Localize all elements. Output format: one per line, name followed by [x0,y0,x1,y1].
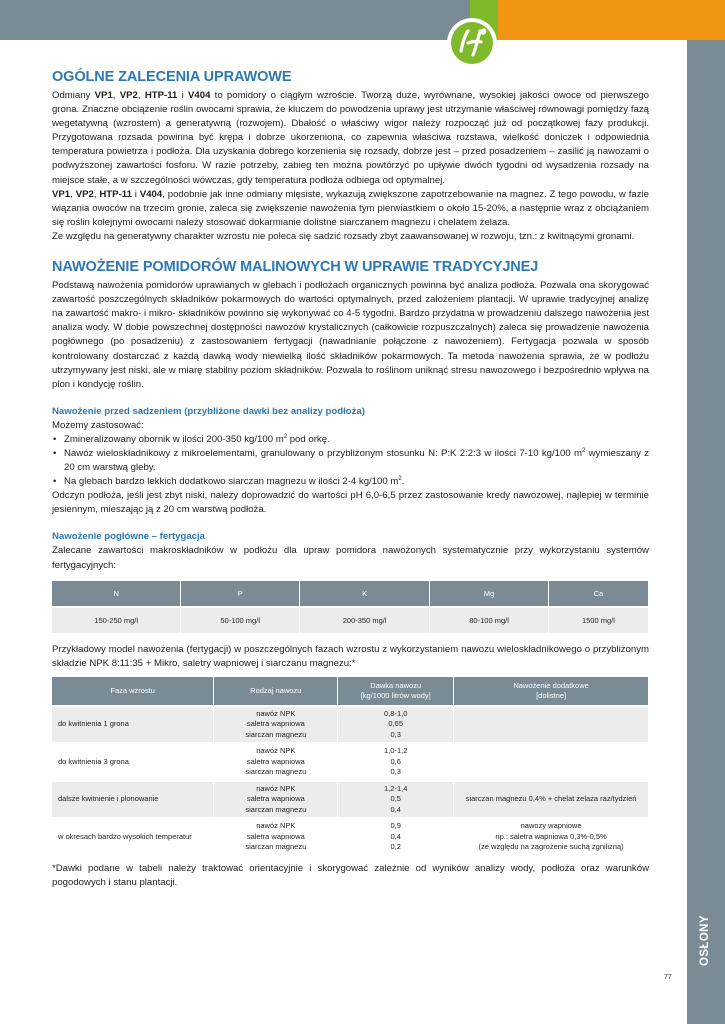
table-cell: 0,9 0,4 0,2 [338,818,454,855]
table-header-cell: N [52,581,181,607]
pre-planting-list [52,433,649,489]
table-header-cell: Mg [430,581,549,607]
side-section-label: OSŁONY [699,915,711,966]
table-cell: nawóz NPK saletra wapniowa siarczan magnezu [214,743,338,781]
table-cell: do kwitnienia 1 grona [52,706,214,744]
table-cell: siarczan magnezu 0,4% + chelat żelaza raz/tydzień [454,781,649,819]
paragraph-magnesium: VP1, VP2, HTP-11 i V404, podobnie jak inne odmiany mięsiste, wykazują zwiększone zapotrzebowanie na magnez. Z tego powodu, w fazie wiązania owoców na trzecim gronie, zaleca się zwiększenie nawożenia tym pierwiastkiem o około 15-20%, a następnie wraz z obciążaniem się roślin kolejnymi owocami należy stosować dokarmianie dolistne siarczanem magnezu i chelatem żelaza. [52,188,649,228]
section-title-fertilization: NAWOŻENIE POMIDORÓW MALINOWYCH W UPRAWIE TRADYCYJNEJ [52,259,539,276]
paragraph-seedlings: Ze względu na generatywny charakter wzrostu nie poleca się sadzić rozsady zbyt zaawansowanej w rozwoju, tzn.: z kwitnącymi gronami. [52,230,635,242]
header-bar-gray [0,0,470,40]
table-cell: 0,8-1,0 0,65 0,3 [338,706,454,744]
table-header-cell: K [300,581,430,607]
table-cell [454,743,649,781]
table-row [52,706,649,744]
table-header-cell: Ca [548,581,648,607]
section-title-general: OGÓLNE ZALECENIA UPRAWOWE [52,69,292,85]
table-cell: 50-100 mg/l [181,607,300,633]
table-cell: nawóz NPK saletra wapniowa siarczan magnezu [214,818,338,855]
table-cell: nawóz NPK saletra wapniowa siarczan magnezu [214,706,338,744]
table-header-cell: P [181,581,300,607]
company-leaf-logo-icon [446,17,498,69]
page-number: 77 [664,974,672,981]
side-label-wrap [687,910,725,970]
table-cell: nawóz NPK saletra wapniowa siarczan magnezu [214,781,338,819]
fertigation-table [52,677,649,855]
subheading-pre-planting: Nawożenie przed sadzeniem (przybliżone dawki bez analizy podłoża) [52,405,365,417]
table-cell: 1500 mg/l [548,607,648,633]
table-header-cell: Dawka nawozu [kg/1000 litrów wody] [338,677,454,706]
list-item: • Na glebach bardzo lekkich dodatkowo siarczan magnezu w ilości 2-4 kg/100 $m^2$. [64,475,649,489]
table-row [52,818,649,855]
paragraph-intro: Odmiany VP1, VP2, HTP-11 i V404 to pomidory o ciągłym wzroście. Tworzą duże, wyrównane, wysokiej jakości owoce od pierwszego grona. Znaczne obciążenie roślin owocami sprawia, że kluczem do powodzenia uprawy jest utrzymanie właściwej równowagi pomiędzy fazą wegetatywną (wzrostem) a generatywną (rozwojem). Dbałość o właściwy wigor należy rozpocząć już od początkowej fazy produkcji. Przygotowana rozsada powinna być krępa i dobrze ukorzeniona, co zapewnia właściwa rozstawa, wielkość doniczek i odpowiednia temperatura powietrza i podłoża. Dla uzyskania dobrego korzenienia się rozsady, dobrze jest – przed posadzeniem – zasilić ją nawozami o podwyższonej zawartości fosforu. W razie potrzeby, zabieg ten można powtórzyć po upływie dwóch tygodni od wysadzenia rozsady na miejsce stałe, a w szczególności wówczas, gdy temperatura podłoża odbiega od optymalnej. [52,90,649,186]
table-cell: w okresach bardzo wysokich temperatur [52,818,214,855]
table-header-cell: Nawożenie dodatkowe [dolistne] [454,677,649,706]
paragraph-fertilization: Podstawą nawożenia pomidorów uprawianych w glebach i podłożach organicznych powinna być analiza podłoża. Pozwala ona skorygować zawartość poszczególnych składników pokarmowych do wartości optymalnych, przed założeniem plantacji. W uprawie tradycyjnej analizę na zawartość makro- i mikro- składników powinno się wykonywać co 4-5 tygodni. Bardzo przydatna w prowadzeniu dalszego nawożenia jest analiza wody. W dobie powszechnej dostępności nawozów krystalicznych (całkowicie rozpuszczalnych) zaleca się prowadzenie nawożenia pogłównego (po posadzeniu) z zastosowaniem fertygacji (nawadnianie połączone z nawożeniem). Fertygacja pozwala w sposób kontrolowany dostarczać z każdą dawką wody niewielką ilość składników pokarmowych. Ta metoda nawożenia sprawia, że w podłożu utrzymywany jest niski, ale w miarę stabilny poziom składników. Pozwala to roślinom uniknąć stresu nawozowego i bezpośrednio wpływa na plon i kondycję roślin. [52,280,649,390]
table-cell: 1,2-1,4 0,5 0,4 [338,781,454,819]
subheading-fertigation: Nawożenie pogłówne – fertygacja [52,531,206,543]
table-cell: 1,0-1,2 0,6 0,3 [338,743,454,781]
table-row [52,781,649,819]
table-row [52,743,649,781]
pre-planting-intro: Możemy zastosować: [52,419,144,431]
table-cell: do kwitnienia 3 grona [52,743,214,781]
header-bar-orange [498,0,725,40]
paragraph-fertigation-model: Przykładowy model nawożenia (fertygacji) w poszczególnych fazach wzrostu z wykorzystaniem nawozu wieloskładnikowego o przybliżonym składzie NPK 8:11:35 + Mikro, saletry wapniowej i siarczanu magnezu:* [52,643,649,669]
table-header-cell: Faza wzrostu [52,677,214,706]
macronutrient-table [52,581,649,633]
paragraph-ph: Odczyn podłoża, jeśli jest zbyt niski, należy doprowadzić do wartości pH 6,0-6,5 przez zastosowanie kredy nawozowej, najlepiej w terminie jesiennym, mieszając ją z 20 cm warstwą podłoża. [52,490,649,516]
paragraph-fertigation: Zalecane zawartości makroskładników w podłożu dla upraw pomidora nawożonych systematycznie przy wykorzystaniu systemów fertygacyjnych: [52,545,649,571]
table-cell [454,706,649,744]
list-item: • Zmineralizowany obornik w ilości 200-350 kg/100 $m^2$ pod orkę. [64,433,649,447]
table-header-cell: Rodzaj nawozu [214,677,338,706]
table-cell: dalsze kwitnienie i plonowanie [52,781,214,819]
list-item: • Nawóz wieloskładnikowy z mikroelementami, granulowany o przybliżonym stosunku N: P:K 2:2:3 w ilości 7-10 kg/100 $m^2$ wymieszany z 20 cm warstwą gleby. [64,447,649,475]
footnote: *Dawki podane w tabeli należy traktować orientacyjnie i skorygować zależnie od wyników analizy wody, podłoża oraz warunków pogodowych i stanu plantacji. [52,862,649,888]
main-content [52,68,649,890]
table-cell: nawozy wapniowe np.: saletra wapniowa 0,3%-0,5% (ze względu na zagrożenie suchą zgnilizną) [454,818,649,855]
table-cell: 150-250 mg/l [52,607,181,633]
table-cell: 200-350 mg/l [300,607,430,633]
table-cell: 80-100 mg/l [430,607,549,633]
side-strip [687,40,725,1024]
